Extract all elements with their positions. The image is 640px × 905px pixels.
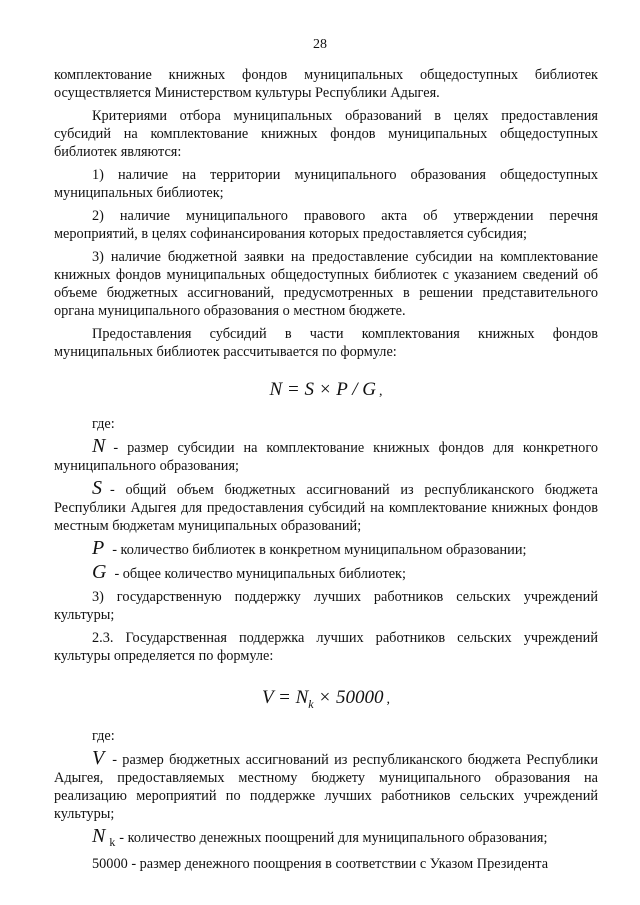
- criterion-1: 1) наличие на территории муниципального образования общедоступных муниципальных библиотек;: [54, 167, 598, 201]
- subsidy-definition-1: [54, 479, 598, 535]
- subsidy-text-0: - размер субсидии на комплектование книжных фондов для конкретного муниципального образования;: [54, 440, 598, 474]
- paragraph-support-item: 3) государственную поддержку лучших работников сельских учреждений культуры;: [54, 589, 598, 623]
- paragraph-support-formula-intro: 2.3. Государственная поддержка лучших работников сельских учреждений культуры определяется по формуле:: [54, 630, 598, 664]
- last-line: 50000 - размер денежного поощрения в соответствии с Указом Президента: [92, 855, 549, 872]
- subsidy-text-1: - общий объем бюджетных ассигнований из республиканского бюджета Республики Адыгея для предоставления субсидий на комплектование книжных фондов местным бюджетам муниципальных образований;: [54, 482, 598, 534]
- formula-support: [54, 679, 598, 717]
- page-number: 28: [313, 37, 327, 52]
- support-symbol-sub-1: k: [109, 834, 116, 849]
- formula-support-sub: k: [308, 696, 314, 711]
- paragraph-intro: комплектование книжных фондов муниципальных общедоступных библиотек осуществляется Министерством культуры Республики Адыгея.: [54, 67, 598, 101]
- formula-support-lhs: V = N: [262, 687, 309, 708]
- subsidy-symbol-2: P: [92, 537, 105, 559]
- subsidy-definition-0: [54, 437, 598, 475]
- support-text-1: - количество денежных поощрений для муниципального образования;: [119, 830, 548, 846]
- subsidy-text-3: - общее количество муниципальных библиотек;: [114, 566, 406, 582]
- subsidy-symbol-1: S: [92, 477, 102, 499]
- definitions-subsidy: [54, 437, 598, 583]
- subsidy-symbol-0: N: [92, 435, 106, 457]
- where-label-2: где:: [92, 728, 115, 744]
- formula-support-rhs: × 50000: [313, 687, 384, 708]
- formula-subsidy-punct: ,: [379, 384, 383, 399]
- support-definition-1: [54, 827, 598, 851]
- support-definition-0: [54, 749, 598, 823]
- criterion-2: 2) наличие муниципального правового акта об утверждении перечня мероприятий, в целях софинансирования которых предоставляется субсидия;: [54, 208, 598, 242]
- formula-support-punct: ,: [386, 692, 390, 707]
- support-symbol-0: V: [92, 747, 105, 769]
- paragraph-criteria: Критериями отбора муниципальных образований в целях предоставления субсидий на комплектование книжных фондов муниципальных общедоступных библиотек являются:: [54, 108, 598, 160]
- subsidy-definition-2: [54, 539, 598, 559]
- subsidy-symbol-3: G: [92, 561, 107, 583]
- formula-subsidy-expression: N = S × P / G: [269, 379, 377, 400]
- support-text-0: - размер бюджетных ассигнований из республиканского бюджета Республики Адыгея, предоставляемых местному бюджету муниципального образования на реализацию мероприятий по поддержке лучших работников сельских учреждений культуры;: [54, 752, 598, 822]
- where-label-1: где:: [92, 416, 115, 432]
- formula-subsidy: [54, 371, 598, 409]
- subsidy-definition-3: [54, 563, 598, 583]
- criterion-3: 3) наличие бюджетной заявки на предоставление субсидии на комплектование книжных фондов муниципальных общедоступных библиотек с указанием сведений об объеме бюджетных ассигнований, предусмотренных в решении представительного органа муниципального образования о местном бюджете.: [54, 249, 598, 319]
- support-symbol-1: N: [92, 825, 106, 847]
- definitions-support: [54, 749, 598, 851]
- document-body: [54, 66, 598, 873]
- subsidy-text-2: - количество библиотек в конкретном муниципальном образовании;: [112, 542, 527, 558]
- paragraph-subsidy-formula-intro: Предоставления субсидий в части комплектования книжных фондов муниципальных библиотек рассчитывается по формуле:: [54, 326, 598, 360]
